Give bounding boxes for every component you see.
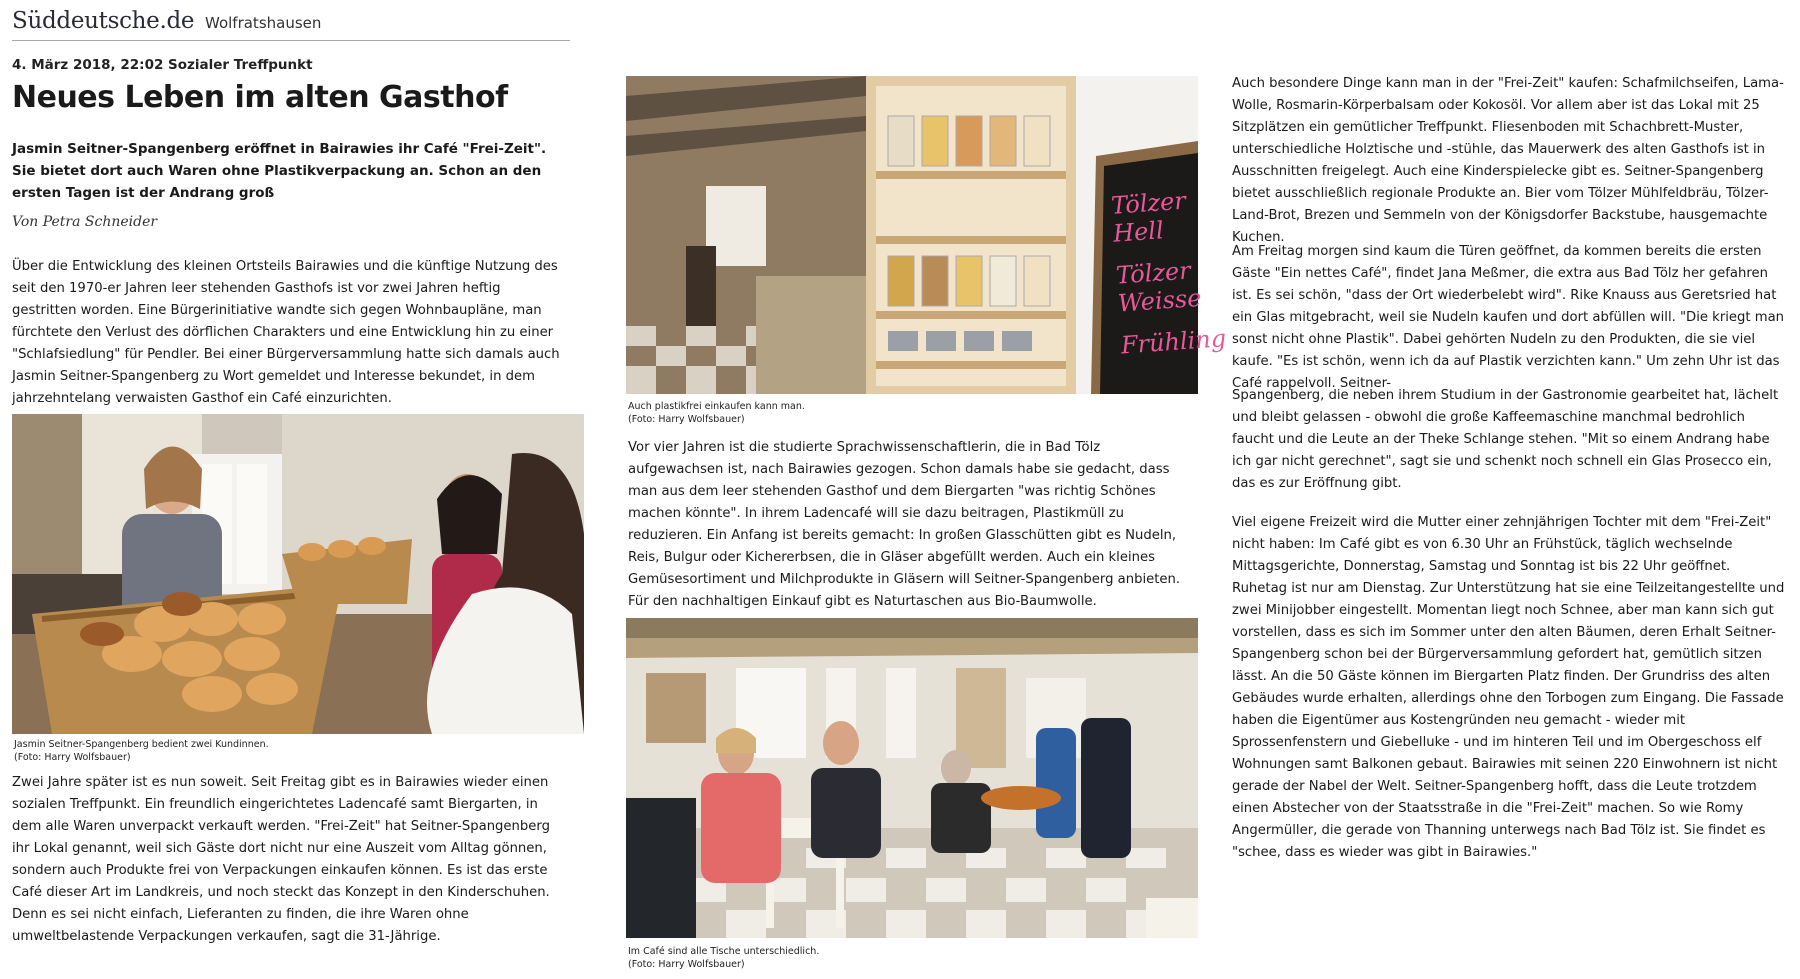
article-paragraph-2: Zwei Jahre später ist es nun soweit. Seit Freitag gibt es in Bairawies wieder einen sozialen Treffpunkt. Ein freundlich eingerichtetes Ladencafé samt Biergarten, in dem alle Waren unverpackt verkauft werden. "Frei-Zeit" hat Seitner-Spangenberg ihr Lokal genannt, weil sich Gäste dort nicht nur eine Auszeit vom Alltag gönnen, sondern auch Produkte frei von Verpackungen einkaufen können. Es ist das erste Café dieser Art im Landkreis, und noch steckt das Konzept in den Kinderschuhen. Denn es sei nicht einfach, Lieferanten zu finden, die ihre Waren ohne umweltbelastende Verpackungen verkaufen, sagt die 31-Jährige. (12, 775, 550, 944)
photo-2-credit: (Foto: Harry Wolfsbauer) (628, 414, 745, 425)
photo-1-caption: Jasmin Seitner-Spangenberg bedient zwei Kundinnen. (14, 739, 269, 750)
site-logo[interactable]: Süddeutsche.de (12, 8, 195, 34)
article-paragraph-4: Auch besondere Dinge kann man in der "Frei-Zeit" kaufen: Schafmilchseifen, Lama-Wolle, Rosmarin-Körperbalsam oder Kokosöl. Vor allem aber ist das Lokal mit 25 Sitzplätzen ein gemütlicher Treffpunkt. Fliesenboden mit Schachbrett-Muster, unterschiedliche Holztische und -stühle, das Mauerwerk des alten Gasthofs ist in Ausschnitten freigelegt. Auch eine Kinderspielecke gibt es. Seitner-Spangenberg bietet ausschließlich regionale Produkte an. Bier vom Tölzer Mühlfeldbräu, Tölzer-Land-Brot, Brezen und Semmeln von der Königsdorfer Backstube, hausgemachte Kuchen. (1232, 76, 1784, 245)
sign-line-5: Frühling (1120, 324, 1227, 360)
article-lead: Jasmin Seitner-Spangenberg eröffnet in Bairawies ihr Café "Frei-Zeit". Sie bietet dort auch Waren ohne Plastikverpackung an. Schon an den ersten Tagen ist der Andrang groß (12, 141, 547, 201)
sign-line-2: Hell (1112, 216, 1165, 248)
photo-3-credit: (Foto: Harry Wolfsbauer) (628, 959, 745, 970)
chalkboard-sign (1110, 185, 1227, 360)
sign-line-3: Tölzer (1115, 256, 1192, 290)
sign-line-1: Tölzer (1110, 186, 1187, 220)
sign-line-4: Weisse (1117, 283, 1203, 318)
photo-1-credit: (Foto: Harry Wolfsbauer) (14, 752, 131, 763)
article-paragraph-3: Vor vier Jahren ist die studierte Sprachwissenschaftlerin, die in Bad Tölz aufgewachsen ist, nach Bairawies gezogen. Schon damals habe sie gedacht, dass man aus dem leer stehenden Gasthof und dem Biergarten "was richtig Schönes machen könnte". In ihrem Ladencafé will sie dazu beitragen, Plastikmüll zu reduzieren. Ein Anfang ist bereits gemacht: In großen Glasschütten gibt es Nudeln, Reis, Bulgur oder Kichererbsen, die in Gläser abgefüllt werden. Auch ein kleines Gemüsesortiment und Milchprodukte in Gläsern will Seitner-Spangenberg anbieten. Für den nachhaltigen Einkauf gibt es Naturtaschen aus Bio-Baumwolle. (628, 440, 1181, 609)
article-paragraph-1: Über die Entwicklung des kleinen Ortsteils Bairawies und die künftige Nutzung des seit den 1970-er Jahren leer stehenden Gasthofs ist vor zwei Jahren heftig gestritten worden. Eine Bürgerinitiative wandte sich gegen Wohnbaupläne, man fürchtete den Verlust des dörflichen Charakters und eine Entwicklung hin zu einer "Schlafsiedlung" für Pendler. Bei einer Bürgerversammlung hatte sich damals auch Jasmin Seitner-Spangenberg zu Wort gemeldet und Interesse bekundet, in dem jahrzehntelang verwaisten Gasthof ein Café einzurichten. (12, 259, 560, 406)
article-headline: Neues Leben im alten Gasthof (12, 80, 508, 115)
article-paragraph-7: Viel eigene Freizeit wird die Mutter einer zehnjährigen Tochter mit dem "Frei-Zeit" nicht haben: Im Café gibt es von 6.30 Uhr an Frühstück, täglich wechselnde Mittagsgerichte, Donnerstag, Samstag und Sonntag ist bis 22 Uhr geöffnet. Ruhetag ist nur am Dienstag. Zur Unterstützung hat sie eine Teilzeitangestellte und zwei Minijobber eingestellt. Momentan liegt noch Schnee, aber man kann sich gut vorstellen, dass es sich im Sommer unter den alten Bäumen, deren Erhalt Seitner-Spangenberg schon bei der Bürgerversammlung gefordert hat, gemütlich sitzen lässt. An die 50 Gäste können im Biergarten Platz finden. Der Grundriss des alten Gebäudes wurde erhalten, allerdings ohne den Torbogen zum Eingang. Die Fassade haben die Eigentümer aus Kostengründen neu gemacht - wieder mit Sprossenfenstern und Giebelluke - und im hinteren Teil und im Obergeschoss elf Wohnungen samt Balkonen gebaut. Bairawies mit seinen 220 Einwohnern ist nicht gerade der Nabel der Welt. Seitner-Spangenberg hofft, dass die Leute trotzdem einen Abstecher von der Staatsstraße in die "Frei-Zeit" machen. So wie Romy Angermüller, die gerade von Thanning unterwegs nach Bad Tölz ist. Sie findet es "schee, dass es wieder was gibt in Bairawies." (1232, 515, 1785, 860)
header-divider (12, 40, 570, 41)
photo-bakery-counter (12, 414, 584, 734)
article-author: Von Petra Schneider (12, 214, 158, 230)
article-meta: 4. März 2018, 22:02 Sozialer Treffpunkt (12, 57, 313, 73)
section-label[interactable]: Wolfratshausen (205, 14, 322, 32)
article-paragraph-5: Am Freitag morgen sind kaum die Türen geöffnet, da kommen bereits die ersten Gäste "Ein nettes Café", findet Jana Meßmer, die extra aus Bad Tölz her gefahren ist. Es sei schön, "dass der Ort wiederbelebt wird". Rike Knauss aus Geretsried hat ein Glas mitgebracht, weil sie Nudeln kaufen und dort abfüllen will. "Die kriegt man sonst nicht ohne Plastik". Dabei gehörten Nudeln zu den Produkten, die sie viel kaufe. "Es ist schön, wenn ich da auf Plastik verzichten kann." Um zehn Uhr ist das Café rappelvoll. Seitner- (1232, 244, 1785, 391)
photo-cafe-tables (626, 618, 1198, 938)
photo-2-caption: Auch plastikfrei einkaufen kann man. (628, 401, 805, 412)
article-paragraph-6: Spangenberg, die neben ihrem Studium in der Gastronomie gearbeitet hat, lächelt und bleibt gelassen - obwohl die große Kaffeemaschine manchmal bedrohlich faucht und die Leute an der Theke Schlange stehen. "Mit so einem Andrang habe ich gar nicht gerechnet", sagt sie und schenkt noch schnell ein Glas Prosecco ein, das es zur Eröffnung gibt. (1232, 388, 1779, 491)
photo-bulk-store (626, 76, 1227, 394)
photo-3-caption: Im Café sind alle Tische unterschiedlich. (628, 946, 820, 957)
